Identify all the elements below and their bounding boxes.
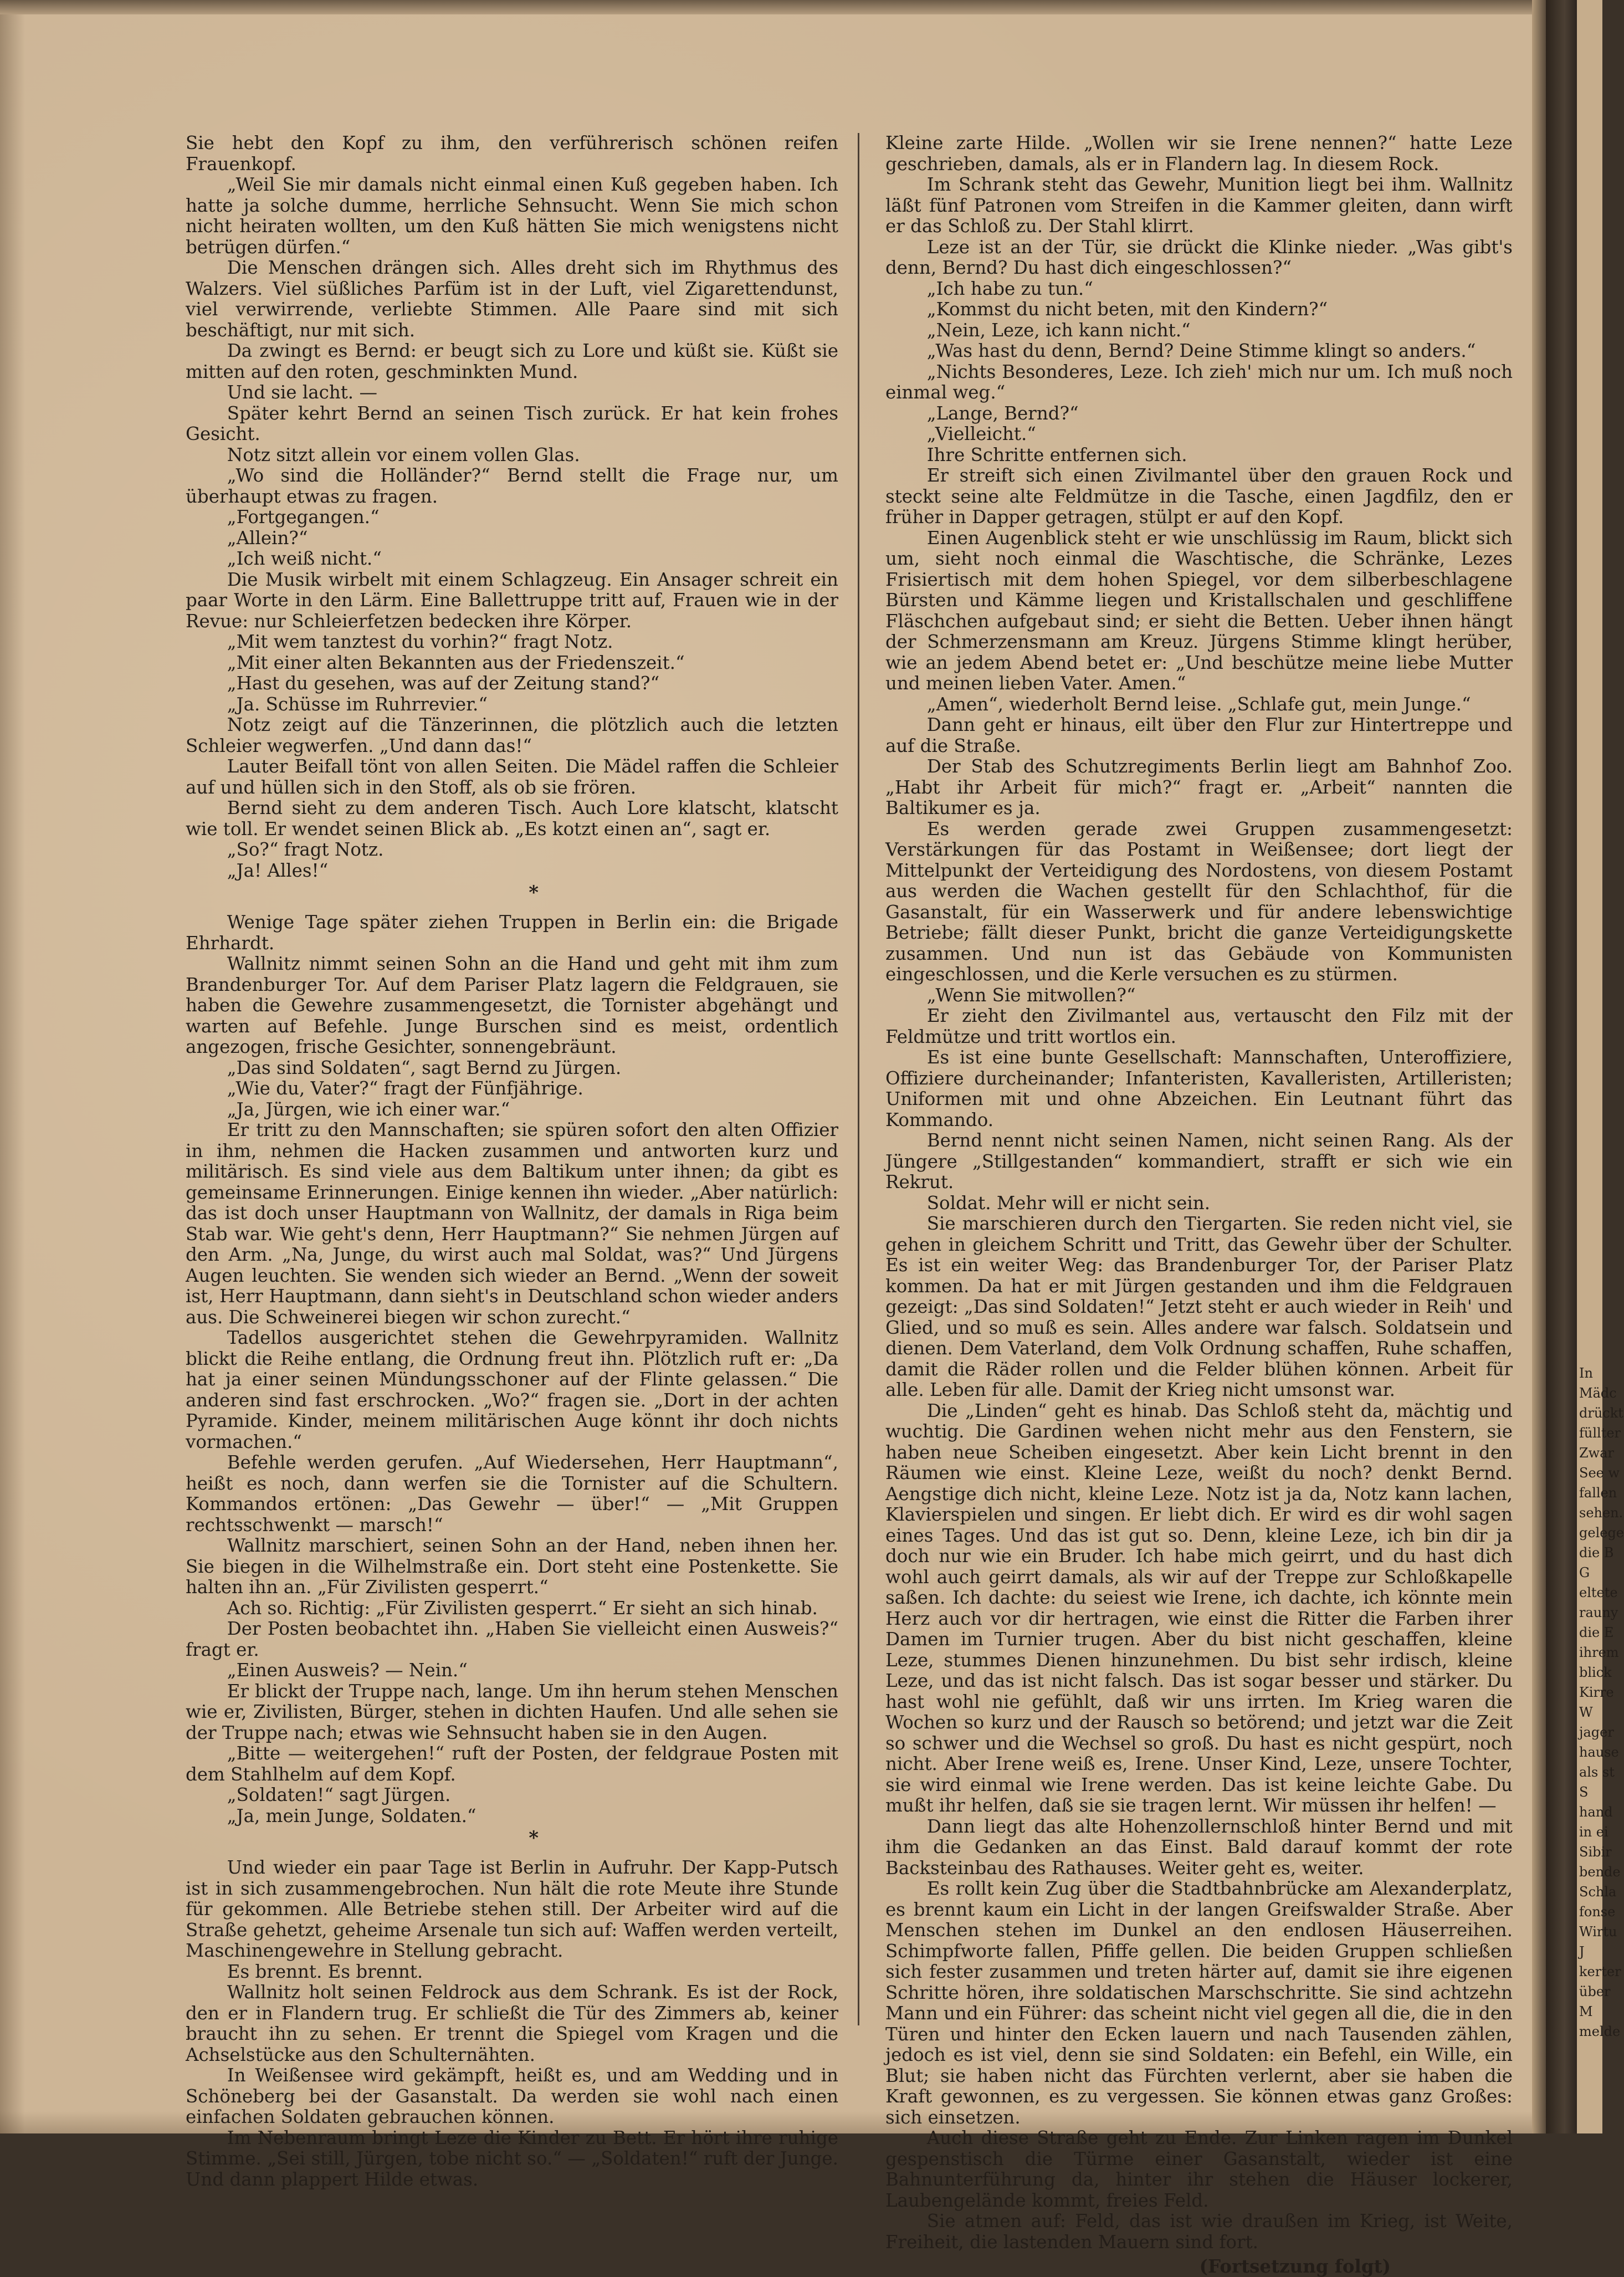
- margin-fragment: Sibir: [1579, 1844, 1612, 1860]
- paragraph: „Mit wem tanztest du vorhin?“ fragt Notz.: [227, 631, 613, 652]
- margin-fragment: gelege: [1579, 1525, 1624, 1541]
- paragraph: „Nichts Besonderes, Leze. Ich zieh' mich nur um. Ich muß noch einmal weg.“: [885, 361, 1513, 403]
- paragraph: „Nein, Leze, ich kann nicht.“: [926, 319, 1191, 341]
- paragraph: Im Schrank steht das Gewehr, Munition liegt bei ihm. Wallnitz läßt fünf Patronen vom Streifen in die Kammer gleiten, dann wirft er das Schloß zu. Der Stahl klirrt.: [885, 174, 1513, 237]
- paragraph: Und wieder ein paar Tage ist Berlin in Aufruhr. Der Kapp-Putsch ist in sich zusammengebrochen. Nun hält die rote Meute ihre Stunde für gekommen. Alle Betriebe stehen still. Der Arbeiter wird auf die Straße gehetzt, geheime Arsenale tun sich auf: Waffen werden verteilt, Maschinengewehre in Stellung gebracht.: [186, 1857, 838, 1961]
- paragraph: Lauter Beifall tönt von allen Seiten. Die Mädel raffen die Schleier auf und hüllen sich in den Stoff, als ob sie frören.: [186, 756, 838, 798]
- paragraph: „Ich habe zu tun.“: [926, 278, 1093, 299]
- paragraph: Er streift sich einen Zivilmantel über den grauen Rock und steckt seine alte Feldmütze in die Tasche, einen Jagdfilz, den er früher in Dapper getragen, stülpt er auf den Kopf.: [885, 465, 1513, 528]
- section-separator: *: [529, 882, 539, 904]
- margin-fragment: sehen.: [1579, 1505, 1623, 1521]
- paragraph: „Bitte — weitergehen!“ ruft der Posten, der feldgraue Posten mit dem Stahlhelm auf dem Kopf.: [186, 1743, 838, 1785]
- paragraph: Bernd sieht zu dem anderen Tisch. Auch Lore klatscht, klatscht wie toll. Er wendet seinen Blick ab. „Es kotzt einen an“, sagt er.: [186, 797, 838, 840]
- paragraph: „Allein?“: [227, 527, 308, 549]
- paragraph: Im Nebenraum bringt Leze die Kinder zu Bett. Er hört ihre ruhige Stimme. „Sei still, Jürgen, tobe nicht so.“ — „Soldaten!“ ruft der Junge. Und dann plappert Hilde etwas.: [186, 2127, 838, 2190]
- paragraph: Ach so. Richtig: „Für Zivilisten gesperrt.“ Er sieht an sich hinab.: [227, 1597, 818, 1619]
- paragraph: „Vielleicht.“: [926, 423, 1036, 444]
- paragraph: Es werden gerade zwei Gruppen zusammengesetzt: Verstärkungen für das Postamt in Weißensee; dort liegt der Mittelpunkt der Verteidigung des Nordostens, von diesem Postamt aus werden die Wachen gestellt für den Schlachthof, für die Gasanstalt, für ein Wasserwerk und für andere lebenswichtige Betriebe; fällt dieser Punkt, bricht die ganze Verteidigungskette zusammen. Und nun ist das Gebäude von Kommunisten eingeschlossen, und die Kerle versuchen es zu stürmen.: [885, 818, 1513, 985]
- margin-fragment: In: [1579, 1365, 1593, 1381]
- margin-fragment: rauny: [1579, 1605, 1618, 1620]
- paragraph: „Wie du, Vater?“ fragt der Fünfjährige.: [227, 1078, 583, 1099]
- margin-fragment: fallen: [1579, 1485, 1617, 1501]
- margin-fragment: fonse: [1579, 1904, 1616, 1920]
- paragraph: Und sie lacht. —: [227, 382, 377, 403]
- top-edge-shadow: [0, 0, 1546, 14]
- paragraph: Es ist eine bunte Gesellschaft: Mannschaften, Unteroffiziere, Offiziere durcheinander; Infanteristen, Kavalleristen, Artilleristen; Uniformen mit und ohne Abzeichen. Ein Leutnant führt das Kommando.: [885, 1047, 1513, 1130]
- paragraph: Bernd nennt nicht seinen Namen, nicht seinen Rang. Als der Jüngere „Stillgestanden“ kommandiert, strafft er sich wie ein Rekrut.: [885, 1130, 1513, 1193]
- book-gutter: [1546, 0, 1577, 2133]
- paragraph: Der Posten beobachtet ihn. „Haben Sie vielleicht einen Ausweis?“ fragt er.: [186, 1618, 838, 1660]
- margin-fragment: kerter: [1579, 1964, 1621, 1979]
- paragraph: Wallnitz marschiert, seinen Sohn an der Hand, neben ihnen her. Sie biegen in die Wilhelmstraße ein. Dort steht eine Postenkette. Sie halten ihn an. „Für Zivilisten gesperrt.“: [186, 1535, 838, 1598]
- paragraph: „Lange, Bernd?“: [926, 402, 1079, 424]
- paragraph: „Ja. Schüsse im Ruhrrevier.“: [227, 693, 488, 715]
- paragraph: Er blickt der Truppe nach, lange. Um ihn herum stehen Menschen wie er, Zivilisten, Bürger, stehen in dichten Haufen. Und alle sehen sie der Truppe nach; etwas wie Sehnsucht haben sie in den Augen.: [186, 1680, 838, 1743]
- paragraph: „Soldaten!“ sagt Jürgen.: [227, 1784, 451, 1805]
- margin-fragment: über: [1579, 1984, 1611, 1999]
- margin-fragment: die B: [1579, 1545, 1614, 1560]
- paragraph: „So?“ fragt Notz.: [227, 839, 384, 860]
- margin-fragment: Kirre: [1579, 1685, 1614, 1700]
- paragraph: Tadellos ausgerichtet stehen die Gewehrpyramiden. Wallnitz blickt die Reihe entlang, die Ordnung freut ihn. Plötzlich ruft er: „Da hat ja einer seinen Mündungsschoner auf der Flinte gelassen.“ Die anderen sind fast erschrocken. „Wo?“ fragen sie. „Dort in der achten Pyramide. Kinder, meinem militärischen Auge könnt ihr doch nichts vormachen.“: [186, 1327, 838, 1452]
- margin-fragment: die E: [1579, 1625, 1614, 1640]
- paragraph: Wallnitz nimmt seinen Sohn an die Hand und geht mit ihm zum Brandenburger Tor. Auf dem Pariser Platz lagern die Feldgrauen, sie haben die Gewehre zusammengesetzt, die Tornister abgehängt und warten auf Befehle. Junge Burschen sind es meist, ordentlich angezogen, frische Gesichter, sonnengebräunt.: [186, 953, 838, 1057]
- margin-fragment: als st: [1579, 1764, 1615, 1780]
- paragraph: Auch diese Straße geht zu Ende. Zur Linken ragen im Dunkel gespenstisch die Türme einer Gasanstalt, wieder ist eine Bahnunterführung da, hinter ihr stehen die Häuser lockerer, Laubengelände kommt, freies Feld.: [885, 2127, 1513, 2211]
- margin-fragment: Zwar: [1579, 1445, 1614, 1461]
- paragraph: „Wo sind die Holländer?“ Bernd stellt die Frage nur, um überhaupt etwas zu fragen.: [186, 465, 838, 507]
- margin-fragment: eltete: [1579, 1585, 1618, 1600]
- margin-fragment: Mädc: [1579, 1385, 1617, 1401]
- paragraph: „Ja! Alles!“: [227, 859, 329, 881]
- right-edge-shadow: [1532, 0, 1546, 2133]
- paragraph: Er zieht den Zivilmantel aus, vertauscht den Filz mit der Feldmütze und tritt wortlos ein.: [885, 1005, 1513, 1047]
- margin-fragment: ihrem: [1579, 1645, 1619, 1660]
- margin-fragment: hause: [1579, 1744, 1619, 1760]
- margin-fragment: G: [1579, 1565, 1590, 1580]
- margin-fragment: Schla: [1579, 1884, 1617, 1900]
- paragraph: „Weil Sie mir damals nicht einmal einen Kuß gegeben haben. Ich hatte ja solche dumme, herrliche Sehnsucht. Wenn Sie mich schon nicht heiraten wollten, um den Kuß hätten Sie mich wenigstens nicht betrügen dürfen.“: [186, 174, 838, 258]
- margin-fragment: füllter: [1579, 1425, 1621, 1441]
- paragraph: „Ich weiß nicht.“: [227, 548, 382, 569]
- paragraph: „Amen“, wiederholt Bernd leise. „Schlafe gut, mein Junge.“: [926, 693, 1471, 715]
- paragraph: Ihre Schritte entfernen sich.: [926, 444, 1187, 465]
- margin-fragment: M: [1579, 2004, 1593, 2019]
- paragraph: „Was hast du denn, Bernd? Deine Stimme klingt so anders.“: [926, 340, 1476, 361]
- paragraph: Da zwingt es Bernd: er beugt sich zu Lore und küßt sie. Küßt sie mitten auf den roten, geschminkten Mund.: [186, 340, 838, 382]
- paragraph: „Ja, Jürgen, wie ich einer war.“: [227, 1098, 510, 1120]
- margin-fragment: melde: [1579, 2024, 1621, 2039]
- paragraph: Es brennt. Es brennt.: [227, 1961, 423, 1982]
- margin-fragment: hand: [1579, 1804, 1613, 1820]
- paragraph: „Kommst du nicht beten, mit den Kindern?“: [926, 299, 1328, 320]
- column-rule: [858, 133, 859, 2025]
- margin-fragment: S: [1579, 1784, 1589, 1800]
- margin-fragment: W: [1579, 1705, 1593, 1720]
- margin-fragment: See w: [1579, 1465, 1620, 1481]
- paragraph: Leze ist an der Tür, sie drückt die Klinke nieder. „Was gibt's denn, Bernd? Du hast dich eingeschlossen?“: [885, 236, 1513, 278]
- paragraph: Dann liegt das alte Hohenzollernschloß hinter Bernd und mit ihm die Gedanken an das Einst. Bald darauf kommt der rote Backsteinbau des Rathauses. Weiter geht es, weiter.: [885, 1815, 1513, 1879]
- continuation-note: (Fortsetzung folgt): [1199, 2255, 1391, 2277]
- paragraph: Es rollt kein Zug über die Stadtbahnbrücke am Alexanderplatz, es brennt kaum ein Licht in der langen Greifswalder Straße. Aber Menschen stehen im Dunkel an den endlosen Häuserreihen. Schimpfworte fallen, Pfiffe gellen. Die beiden Gruppen schließen sich fester zusammen und treten härter auf, damit sie ihre eigenen Schritte hören, ihre soldatischen Marschschritte. Sie sind achtzehn Mann und ein Führer: das scheint nicht viel gegen all die, die in den Türen und hinter den Ecken lauern und nach Tausenden zählen, jedoch es ist viel, denn sie sind Soldaten: ein Befehl, ein Wille, ein Blut; sie haben nicht das Fürchten verlernt, aber sie haben die Kraft gewonnen, es zu vergessen. Sie können etwas ganz Großes: sich einsetzen.: [885, 1878, 1513, 2128]
- paragraph: Sie atmen auf: Feld, das ist wie draußen im Krieg, ist Weite, Freiheit, die lastenden Mauern sind fort.: [885, 2211, 1513, 2253]
- margin-fragment: in ei: [1579, 1824, 1608, 1840]
- paragraph: Befehle werden gerufen. „Auf Wiedersehen, Herr Hauptmann“, heißt es noch, dann werfen sie die Tornister auf die Schultern. Kommandos ertönen: „Das Gewehr — über!“ — „Mit Gruppen rechtsschwenkt — marsch!“: [186, 1452, 838, 1536]
- margin-fragment: drückt: [1579, 1405, 1623, 1421]
- margin-fragment: Wirtu: [1579, 1924, 1617, 1940]
- paragraph: „Hast du gesehen, was auf der Zeitung stand?“: [227, 673, 660, 694]
- paragraph: „Mit einer alten Bekannten aus der Friedenszeit.“: [227, 652, 685, 673]
- next-page-margin-text: [1579, 1363, 1624, 2041]
- margin-fragment: jager: [1579, 1725, 1614, 1740]
- paragraph: Notz zeigt auf die Tänzerinnen, die plötzlich auch die letzten Schleier wegwerfen. „Und dann das!“: [186, 714, 838, 756]
- margin-fragment: J: [1579, 1944, 1585, 1959]
- margin-fragment: bende: [1579, 1864, 1621, 1880]
- paragraph: „Fortgegangen.“: [227, 506, 380, 528]
- paragraph: „Einen Ausweis? — Nein.“: [227, 1660, 468, 1681]
- paragraph: Sie marschieren durch den Tiergarten. Sie reden nicht viel, sie gehen in gleichem Schritt und Tritt, das Gewehr über der Schulter. Es ist ein weiter Weg: das Brandenburger Tor, der Pariser Platz kommen. Da hat er mit Jürgen gestanden und ihm die Feldgrauen gezeigt: „Das sind Soldaten!“ Jetzt steht er auch wieder in Reih' und Glied, und so muß es sein. Alles andere war falsch. Soldatsein und dienen. Dem Vaterland, dem Volk Ordnung schaffen, Ruhe schaffen, damit die Räder rollen und die Felder blühen können. Arbeit für alle. Leben für alle. Damit der Krieg nicht umsonst war.: [885, 1213, 1513, 1400]
- paragraph: „Ja, mein Junge, Soldaten.“: [227, 1805, 477, 1826]
- paragraph: Dann geht er hinaus, eilt über den Flur zur Hintertreppe und auf die Straße.: [885, 714, 1513, 756]
- paragraph: „Wenn Sie mitwollen?“: [926, 984, 1136, 1006]
- paragraph: Sie hebt den Kopf zu ihm, den verführerisch schönen reifen Frauenkopf.: [186, 132, 838, 175]
- paragraph: „Das sind Soldaten“, sagt Bernd zu Jürgen.: [227, 1057, 622, 1078]
- paragraph: Die Menschen drängen sich. Alles dreht sich im Rhythmus des Walzers. Viel süßliches Parfüm ist in der Luft, viel Zigarettendunst, viel verwirrende, verliebte Stimmen. Alle Paare sind mit sich beschäftigt, nur mit sich.: [186, 257, 838, 341]
- paragraph: Der Stab des Schutzregiments Berlin liegt am Bahnhof Zoo. „Habt ihr Arbeit für mich?“ fragt er. „Arbeit“ nannten die Baltikumer es ja.: [885, 756, 1513, 818]
- paragraph: Notz sitzt allein vor einem vollen Glas.: [227, 444, 580, 465]
- paragraph: Wenige Tage später ziehen Truppen in Berlin ein: die Brigade Ehrhardt.: [186, 912, 838, 954]
- paragraph: Kleine zarte Hilde. „Wollen wir sie Irene nennen?“ hatte Leze geschrieben, damals, als er in Flandern lag. In diesem Rock.: [885, 132, 1513, 175]
- paragraph: Die Musik wirbelt mit einem Schlagzeug. Ein Ansager schreit ein paar Worte in den Lärm. Eine Ballettruppe tritt auf, Frauen wie in der Revue: nur Schleierfetzen bedecken ihre Körper.: [186, 569, 838, 632]
- paragraph: Wallnitz holt seinen Feldrock aus dem Schrank. Es ist der Rock, den er in Flandern trug. Er schließt die Tür des Zimmers ab, keiner braucht ihn zu sehen. Er trennt die Spiegel vom Kragen und die Achselstücke aus den Schulternähten.: [186, 1982, 838, 2065]
- paragraph: Einen Augenblick steht er wie unschlüssig im Raum, blickt sich um, sieht noch einmal die Waschtische, die Schränke, Lezes Frisiertisch mit dem hohen Spiegel, vor dem silberbeschlagene Bürsten und Kämme liegen und Kristallschalen und geschliffene Fläschchen aufgebaut sind; er sieht die Betten. Ueber ihnen hängt der Schmerzensmann am Kreuz. Jürgens Stimme klingt herüber, wie an jedem Abend betet er: „Und beschütze meine liebe Mutter und meinen lieben Vater. Amen.“: [885, 527, 1513, 694]
- text-column-left: [186, 133, 838, 2190]
- text-column-right: [885, 133, 1513, 2277]
- paragraph: Soldat. Mehr will er nicht sein.: [926, 1192, 1211, 1214]
- paragraph: Er tritt zu den Mannschaften; sie spüren sofort den alten Offizier in ihm, nehmen die Hacken zusammen und antworten kurz und militärisch. Es sind viele aus dem Baltikum unter ihnen; da gibt es gemeinsame Erinnerungen. Einige kennen ihn wieder. „Aber natürlich: das ist doch unser Hauptmann von Wallnitz, der damals in Riga beim Stab war. Wie geht's denn, Herr Hauptmann?“ Sie nehmen Jürgen auf den Arm. „Na, Junge, du wirst auch mal Soldat, was?“ Und Jürgens Augen leuchten. Sie wenden sich wieder an Bernd. „Wenn der soweit ist, Herr Hauptmann, dann sieht's in Deutschland schon wieder anders aus. Die Schweinerei biegen wir schon zurecht.“: [186, 1119, 838, 1328]
- section-separator: *: [529, 1827, 539, 1849]
- paragraph: Später kehrt Bernd an seinen Tisch zurück. Er hat kein frohes Gesicht.: [186, 402, 838, 444]
- paragraph: In Weißensee wird gekämpft, heißt es, und am Wedding und in Schöneberg bei der Gasanstalt. Da werden sie wohl nach einen einfachen Soldaten gebrauchen können.: [186, 2065, 838, 2127]
- margin-fragment: blick: [1579, 1665, 1612, 1680]
- paragraph: Die „Linden“ geht es hinab. Das Schloß steht da, mächtig und wuchtig. Die Gardinen wehen nicht mehr aus den Fenstern, sie haben neue Scheiben eingesetzt. Aber kein Licht brennt in den Räumen wie einst. Kleine Leze, weißt du noch? denkt Bernd. Aengstige dich nicht, kleine Leze. Notz ist ja da, Notz kann lachen, Klavierspielen und singen. Er liebt dich. Er wird es dir wohl sagen eines Tages. Und das ist gut so. Denn, kleine Leze, ich bin dir ja doch nur wie ein Bruder. Ich habe mich geirrt, und du hast dich wohl auch geirrt damals, als wir auf der Treppe zur Schloßkapelle saßen. Ich dachte: du seiest wie Irene, ich dachte, ich könnte mein Herz auch vor dir hertragen, wie einst die Ritter die Farben ihrer Damen im Turnier trugen. Aber du bist nicht geschaffen, kleine Leze, stummes Dienen hinzunehmen. Du bist sehr irdisch, kleine Leze, und das ist nicht falsch. Das ist sogar besser und stärker. Du hast wohl nie gefühlt, daß wir uns irrten. Im Krieg waren die Wochen so kurz und der Rausch so betörend; und jetzt war die Zeit so schwer und die Wechsel so groß. Du hast es nicht gespürt, noch nicht. Aber Irene weiß es, Irene. Unser Kind, Leze, unsere Tochter, sie wird einmal wie Irene werden. Das ist keine leichte Gabe. Du mußt ihr helfen, daß sie sie tragen lernt. Wir müssen ihr helfen! —: [885, 1400, 1513, 1816]
